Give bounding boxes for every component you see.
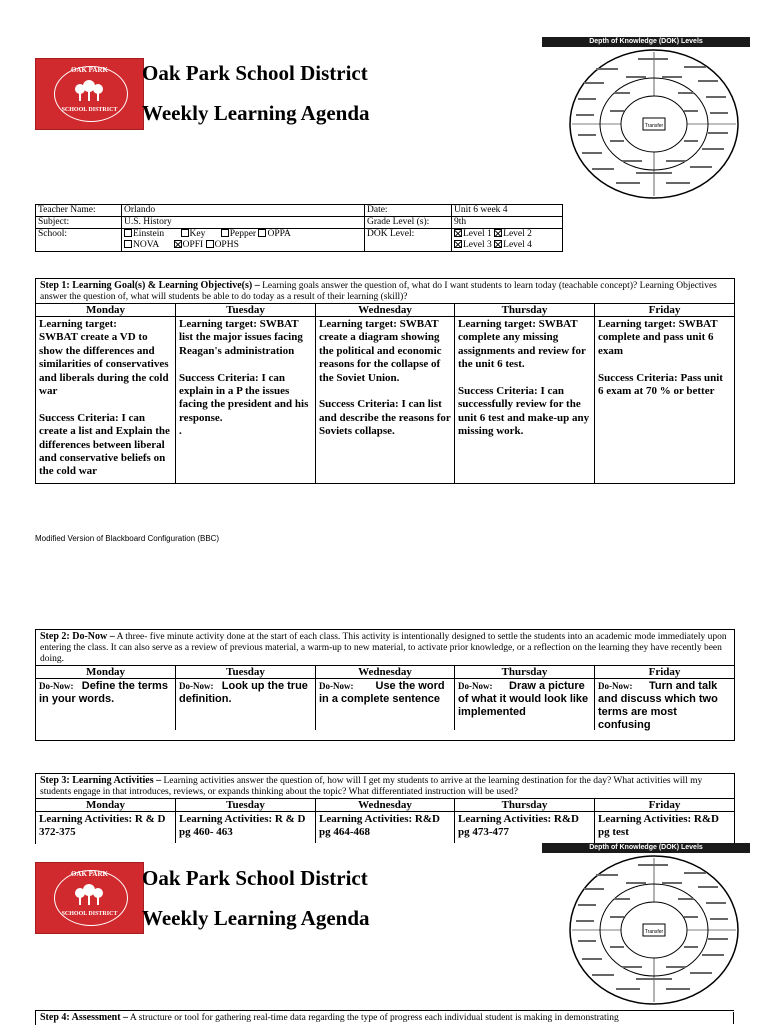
step4-section — [35, 1010, 734, 1025]
day-header: Wednesday — [316, 304, 454, 317]
step4-header — [36, 1011, 734, 1024]
teacher-value: Orlando — [122, 205, 365, 217]
district-title-2: Oak Park School District — [142, 866, 368, 890]
step1-col-wednesday — [316, 304, 455, 484]
step2-grid — [36, 665, 734, 730]
step3-description: Learning activities answer the question of, how will I get my students to arrive at the learning destination for the day? What activities will my students engage in that introduces, reviews, or expands thinking about the topic? What differentiated instruction will be used? — [40, 776, 703, 797]
step3-cell-monday: Learning Activities: R & D 372-375 — [39, 813, 166, 839]
day-header: Monday — [36, 799, 175, 812]
dok-center-label: Transfer — [644, 929, 664, 935]
step4-description: A structure or tool for gathering real-time data regarding the type of progress each individual student is making in demonstrating — [128, 1013, 619, 1023]
dok-wheel-graphic-2 — [566, 854, 742, 1006]
date-label: Date: — [365, 205, 452, 217]
logo-text-top: OAK PARK — [70, 66, 108, 74]
logo-text-bottom: SCHOOL DISTRICT — [61, 107, 118, 113]
school-label: School: — [36, 229, 122, 252]
step2-section — [35, 629, 735, 741]
do-now-text: Define the terms in your words. — [39, 680, 168, 705]
step2-col-thursday — [455, 666, 595, 730]
step2-title: Step 2: Do-Now – — [40, 631, 115, 642]
logo-text-top: OAK PARK — [70, 870, 108, 878]
day-header: Monday — [36, 304, 175, 317]
step2-col-monday — [36, 666, 176, 730]
step3-cell-wednesday: Learning Activities: R&D pg 464-468 — [319, 813, 440, 839]
do-now-label: Do-Now: — [319, 681, 354, 691]
dok-level-4-option[interactable]: Level 4 — [494, 240, 532, 250]
step3-header — [36, 774, 734, 798]
day-header: Wednesday — [316, 799, 454, 812]
step1-header — [36, 279, 734, 303]
grade-label: Grade Level (s): — [365, 217, 452, 229]
day-header: Thursday — [455, 666, 594, 679]
step2-cell-tuesday — [176, 679, 315, 707]
info-table — [35, 204, 563, 252]
step3-col-friday — [595, 799, 734, 843]
school-oppa-option[interactable]: OPPA — [258, 229, 290, 239]
step3-col-thursday — [455, 799, 595, 843]
page-edge-mark — [733, 1012, 734, 1024]
step1-col-tuesday — [176, 304, 316, 484]
step1-col-monday — [36, 304, 176, 484]
school-options — [122, 229, 365, 252]
dok-center-label: Transfer — [644, 123, 664, 129]
teacher-label: Teacher Name: — [36, 205, 122, 217]
step2-cell-monday — [36, 679, 175, 707]
agenda-title: Weekly Learning Agenda — [142, 101, 370, 125]
step3-title: Step 3: Learning Activities – — [40, 775, 162, 786]
step1-title: Step 1: Learning Goal(s) & Learning Objective(s) – — [40, 280, 260, 291]
district-logo — [35, 58, 144, 130]
do-now-text: Turn and talk and discuss which two terms are most confusing — [598, 680, 718, 731]
dok-level-3-option[interactable]: Level 3 — [454, 240, 492, 250]
day-header: Friday — [595, 666, 734, 679]
bbc-note: Modified Version of Blackboard Configuration (BBC) — [35, 534, 220, 543]
subject-value: U.S. History — [122, 217, 365, 229]
dok-title-bar-2: Depth of Knowledge (DOK) Levels — [542, 843, 750, 853]
dok-title-bar: Depth of Knowledge (DOK) Levels — [542, 37, 750, 47]
dok-level-1-option[interactable]: Level 1 — [454, 229, 492, 239]
do-now-text: Draw a picture of what it would look like implemented — [458, 680, 589, 718]
step1-grid — [36, 303, 734, 484]
district-logo-2 — [35, 862, 144, 934]
step2-description: A three- five minute activity done at the start of each class. This activity is intentionally designed to settle the students into an academic mode immediately upon entering the class. It can also serve as a review of previous material, a warm-up to new material, to activate prior knowledge, or a reflection on the learning they have recently been doing. — [40, 632, 727, 664]
step1-col-friday — [595, 304, 734, 484]
grade-value: 9th — [452, 217, 563, 229]
do-now-label: Do-Now: — [179, 681, 214, 691]
step3-col-monday — [36, 799, 176, 843]
do-now-label: Do-Now: — [458, 681, 493, 691]
step3-cell-friday: Learning Activities: R&D pg test — [598, 813, 719, 839]
day-header: Wednesday — [316, 666, 454, 679]
agenda-title-2: Weekly Learning Agenda — [142, 906, 370, 930]
school-einstein-option[interactable]: Einstein — [124, 229, 164, 239]
day-header: Thursday — [455, 304, 594, 317]
step2-col-tuesday — [176, 666, 316, 730]
school-ophs-option[interactable]: OPHS — [206, 240, 239, 250]
step3-grid — [36, 798, 734, 843]
logo-text-bottom: SCHOOL DISTRICT — [61, 911, 118, 917]
day-header: Tuesday — [176, 799, 315, 812]
step3-cell-thursday: Learning Activities: R&D pg 473-477 — [458, 813, 579, 839]
do-now-label: Do-Now: — [598, 681, 633, 691]
step2-cell-wednesday — [316, 679, 454, 707]
day-header: Friday — [595, 304, 734, 317]
step1-cell-tuesday: Learning target: SWBAT list the major issues facing Reagan's administration Success Criteria: I can explain in a P the issues facing the president and his response. . — [179, 318, 309, 438]
step1-description: Learning goals answer the question of, what do I want students to learn today (teachable concept)? Learning Objectives answer the question of, what will students be able to do today as a result of their learning (skill)? — [40, 281, 717, 302]
school-key-option[interactable]: Key — [181, 229, 206, 239]
step1-cell-thursday: Learning target: SWBAT complete any missing assignments and review for the unit 6 test. Success Criteria: I can successfully review for the unit 6 test and make-up any missing work. — [458, 318, 590, 438]
step1-cell-monday: Learning target: SWBAT create a VD to show the differences and similarities of conservatives and liberals during the cold war Success Criteria: I can create a list and Explain the differences between liberal and conservative beliefs on the cold war — [39, 318, 170, 478]
step1-section — [35, 278, 735, 484]
step1-cell-wednesday: Learning target: SWBAT create a diagram showing the political and economic reasons for the collapse of the Soviet Union. Success Criteria: I can list and describe the reasons for Soviets collapse. — [319, 318, 451, 438]
day-header: Tuesday — [176, 666, 315, 679]
do-now-label: Do-Now: — [39, 681, 74, 691]
step2-col-friday — [595, 666, 734, 730]
date-value: Unit 6 week 4 — [452, 205, 563, 217]
day-header: Friday — [595, 799, 734, 812]
step3-section — [35, 773, 735, 844]
step2-cell-thursday — [455, 679, 594, 720]
school-nova-option[interactable]: NOVA — [124, 240, 159, 250]
step2-col-wednesday — [316, 666, 455, 730]
step2-header — [36, 630, 734, 665]
day-header: Tuesday — [176, 304, 315, 317]
dok-wheel-graphic — [566, 48, 742, 200]
step2-cell-friday — [595, 679, 734, 733]
do-now-text: Use the word in a complete sentence — [319, 680, 445, 705]
school-pepper-option[interactable]: Pepper — [221, 229, 256, 239]
subject-label: Subject: — [36, 217, 122, 229]
step4-title: Step 4: Assessment – — [40, 1012, 129, 1023]
day-header: Monday — [36, 666, 175, 679]
step1-col-thursday — [455, 304, 595, 484]
step3-cell-tuesday: Learning Activities: R & D pg 460- 463 — [179, 813, 306, 839]
step3-col-tuesday — [176, 799, 316, 843]
do-now-text: Look up the true definition. — [179, 680, 308, 705]
school-opfi-option[interactable]: OPFI — [174, 240, 204, 250]
day-header: Thursday — [455, 799, 594, 812]
district-title: Oak Park School District — [142, 61, 368, 85]
dok-label: DOK Level: — [365, 229, 452, 252]
step1-cell-friday: Learning target: SWBAT complete and pass unit 6 exam Success Criteria: Pass unit 6 exam at 70 % or better — [598, 318, 723, 398]
dok-level-options — [452, 229, 563, 252]
step3-col-wednesday — [316, 799, 455, 843]
dok-level-2-option[interactable]: Level 2 — [494, 229, 532, 239]
